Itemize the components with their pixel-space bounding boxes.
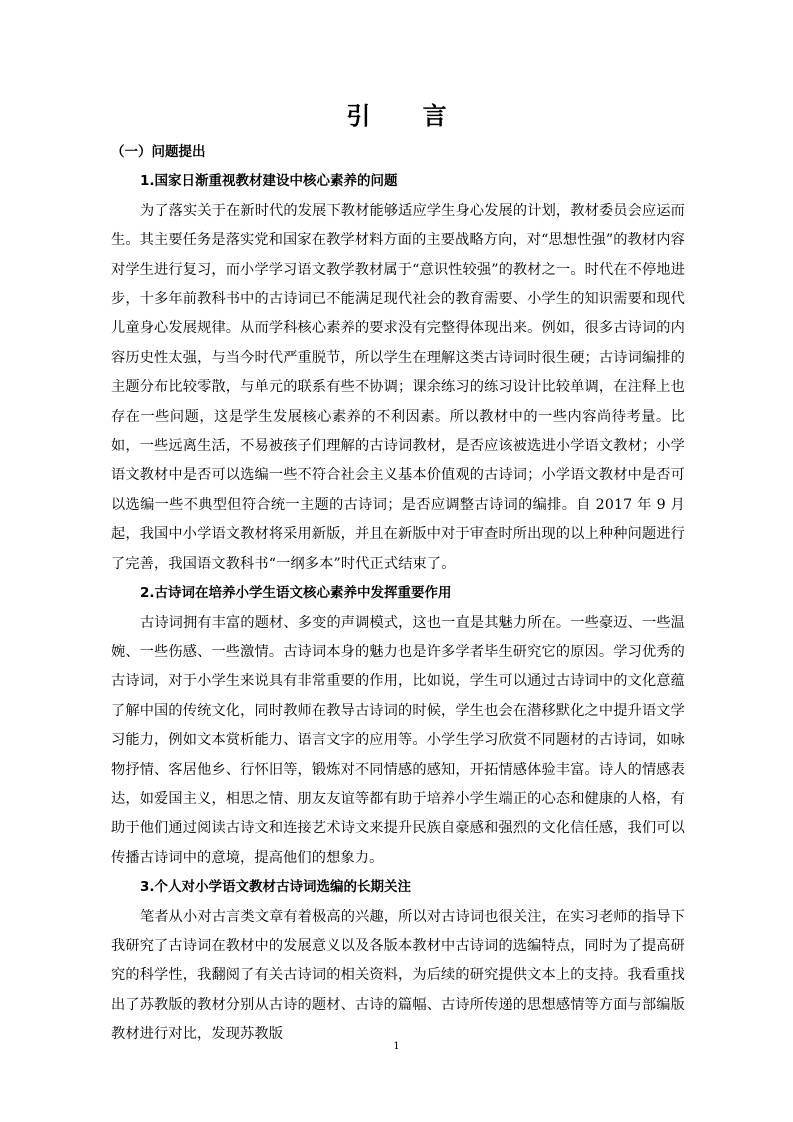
- paragraph-2: 古诗词拥有丰富的题材、多变的声调模式，这也一直是其魅力所在。一些豪迈、一些温婉、一些伤感、一些激情。古诗词本身的魅力也是许多学者毕生研究它的原因。学习优秀的古诗词，对于小学生来说具有非常重要的作用，比如说，学生可以通过古诗词中的文化意蕴了解中国的传统文化，同时教师在教导古诗词的时候，学生也会在潜移默化之中提升语文学习能力，例如文本赏析能力、语言文字的应用等。小学生学习欣赏不同题材的古诗词，如咏物抒情、客居他乡、行怀旧等，锻炼对不同情感的感知，开拓情感体验丰富。诗人的情感表达，如爱国主义，相思之情、朋友友谊等都有助于培养小学生端正的心态和健康的人格，有助于他们通过阅读古诗文和连接艺术诗文来提升民族自豪感和强烈的文化信任感，我们可以传播古诗词中的意境，提高他们的想象力。: [111, 614, 685, 866]
- subsection-heading-3: 3.个人对小学语文教材古诗词选编的长期关注: [140, 879, 412, 896]
- paragraph-3: 笔者从小对古言类文章有着极高的兴趣，所以对古诗词也很关注，在实习老师的指导下我研究了古诗词在教材中的发展意义以及各版本教材中古诗词的选编特点，同时为了提高研究的科学性，我翻阅了有关古诗词的相关资料，为后续的研究提供文本上的支持。我看重找出了苏教版的教材分别从古诗的题材、古诗的篇幅、古诗所传递的思想感情等方面与部编版教材进行对比，发现苏教版: [111, 908, 685, 1043]
- page-number: 1: [393, 1041, 400, 1052]
- section-heading: （一）问题提出: [111, 144, 206, 160]
- subsection-heading-2: 2.古诗词在培养小学生语文核心素养中发挥重要作用: [140, 585, 452, 602]
- body-text: [111, 138, 685, 1050]
- page-title: 引 言: [346, 102, 469, 130]
- subsection-heading-1: 1.国家日渐重视教材建设中核心素养的问题: [140, 173, 398, 190]
- paragraph-1: 为了落实关于在新时代的发展下教材能够适应学生身心发展的计划，教材委员会应运而生。其主要任务是落实党和国家在教学材料方面的主要战略方向，对“思想性强”的教材内容对学生进行复习，而小学学习语文教学教材属于“意识性较强”的教材之一。时代在不停地进步，十多年前教科书中的古诗词已不能满足现代社会的教育需要、小学生的知识需要和现代儿童身心发展规律。从而学科核心素养的要求没有完整得体现出来。例如，很多古诗词的内容历史性太强，与当今时代严重脱节，所以学生在理解这类古诗词时很生硬；古诗词编排的主题分布比较零散，与单元的联系有些不协调；课余练习的练习设计比较单调，在注释上也存在一些问题，这是学生发展核心素养的不利因素。所以教材中的一些内容尚待考量。比如，一些远离生活，不易被孩子们理解的古诗词教材，是否应该被选进小学语文教材；小学语文教材中是否可以选编一些不符合社会主义基本价值观的古诗词；小学语文教材中是否可以选编一些不典型但符合统一主题的古诗词；是否应调整古诗词的编排。自 2017 年 9 月起，我国中小学语文教材将采用新版，并且在新版中对于审查时所出现的以上种种问题进行了完善，我国语文教科书“一纲多本”时代正式结束了。: [111, 202, 685, 572]
